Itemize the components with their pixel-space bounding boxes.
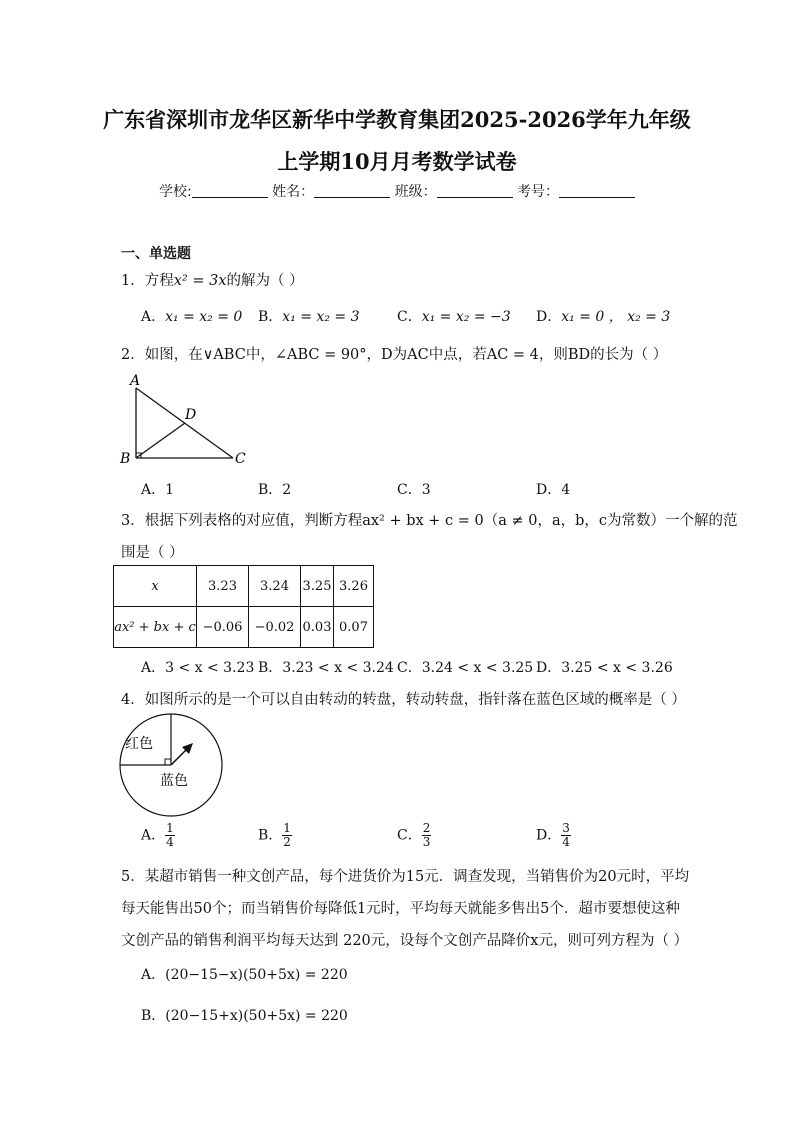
question-5-line3: 文创产品的销售利润平均每天达到 220元，设每个文创产品降价x元，则可列方程为（ ） <box>121 933 689 949</box>
name-blank[interactable] <box>314 185 390 198</box>
q1-option-d-value: x₁ = 0 ， x₂ = 3 <box>561 309 671 325</box>
question-5-line2: 每天能售出50个；而当销售价每降低1元时，平均每天就能多售出5个．超市要想使这种 <box>121 901 680 917</box>
q4-option-b-letter: B． <box>258 827 283 844</box>
q2-option-b[interactable]: B．2 <box>258 482 292 498</box>
q1-option-c[interactable] <box>397 306 511 326</box>
table-cell: 0.07 <box>334 607 374 648</box>
q3-value-table <box>113 565 374 648</box>
exam-title-line2: 上学期10月月考数学试卷 <box>277 149 517 174</box>
q4-option-d-fraction: $\frac{3}{4}$ <box>562 821 570 849</box>
label-b: B <box>120 451 131 467</box>
exam-no-blank[interactable] <box>559 185 635 198</box>
q4-option-c-letter: C． <box>397 827 422 844</box>
q5-option-a[interactable]: A．(20−15−x)(50+5x) = 220 <box>141 967 348 983</box>
table-cell: 0.03 <box>301 607 334 648</box>
q4-option-d[interactable] <box>536 822 571 849</box>
table-row-x <box>114 566 374 607</box>
q1-option-d-letter: D． <box>536 309 562 325</box>
q1-option-a-value: x₁ = x₂ = 0 <box>165 309 243 325</box>
q3-option-b[interactable]: B．3.23 < x < 3.24 <box>258 660 394 676</box>
question-3-line1: 3．根据下列表格的对应值，判断方程ax² + bx + c = 0（a ≠ 0，a，b，c为常数）一个解的范 <box>121 513 738 529</box>
exam-no-label: 考号： <box>517 184 560 200</box>
q1-number: 1． <box>121 273 145 289</box>
q1-option-c-letter: C． <box>397 309 422 325</box>
label-c: C <box>235 451 246 467</box>
red-region-label: 红色 <box>125 736 153 752</box>
q4-option-a-letter: A． <box>141 827 166 844</box>
table-cell: 3.26 <box>334 566 374 607</box>
label-a: A <box>130 373 141 389</box>
q1-option-a[interactable] <box>141 306 242 326</box>
q1-option-a-letter: A． <box>141 309 166 325</box>
question-4: 4．如图所示的是一个可以自由转动的转盘，转动转盘，指针落在蓝色区域的概率是（ ） <box>121 692 686 708</box>
q4-spinner-figure <box>116 710 226 820</box>
spinner-right-angle-mark <box>165 759 171 765</box>
blue-region-label: 蓝色 <box>160 773 188 789</box>
table-header-expression: ax² + bx + c <box>114 607 197 648</box>
table-row-expression <box>114 607 374 648</box>
q1-post: 的解为（ ） <box>226 273 304 289</box>
q1-pre: 方程 <box>144 273 174 289</box>
question-2: 2．如图，在∨ABC中，∠ABC = 90°，D为AC中点，若AC = 4，则BD的长为（ ） <box>121 347 668 363</box>
q4-option-b[interactable] <box>258 822 292 849</box>
student-info-line <box>0 181 794 201</box>
label-d: D <box>185 407 197 423</box>
q2-option-a[interactable]: A．1 <box>141 482 175 498</box>
segment-bd <box>136 423 185 458</box>
q1-option-b-value: x₁ = x₂ = 3 <box>282 309 360 325</box>
q1-equation: x² = 3x <box>173 273 227 289</box>
q3-option-d[interactable]: D．3.25 < x < 3.26 <box>536 660 673 676</box>
q1-option-b[interactable] <box>258 306 359 326</box>
q1-option-c-value: x₁ = x₂ = −3 <box>421 309 511 325</box>
exam-title-line1: 广东省深圳市龙华区新华中学教育集团2025-2026学年九年级 <box>103 107 691 132</box>
question-1 <box>121 269 304 290</box>
table-cell: −0.02 <box>249 607 301 648</box>
q4-option-c[interactable] <box>397 822 431 849</box>
q3-option-a[interactable]: A．3 < x < 3.23 <box>141 660 255 676</box>
school-label: 学校: <box>158 184 192 200</box>
question-3-line2: 围是（ ） <box>121 545 184 561</box>
q2-option-d[interactable]: D．4 <box>536 482 571 498</box>
q1-option-d[interactable] <box>536 306 670 326</box>
table-cell: −0.06 <box>197 607 249 648</box>
q4-option-a[interactable] <box>141 822 175 849</box>
q2-triangle-figure <box>115 370 255 470</box>
table-cell: 3.24 <box>249 566 301 607</box>
q4-option-a-fraction: $\frac{1}{4}$ <box>166 821 174 849</box>
name-label: 姓名： <box>272 184 315 200</box>
table-cell: 3.23 <box>197 566 249 607</box>
question-5-line1: 5．某超市销售一种文创产品，每个进货价为15元．调查发现，当销售价为20元时，平均 <box>121 869 690 885</box>
q4-option-b-fraction: $\frac{1}{2}$ <box>283 821 291 849</box>
school-blank[interactable] <box>192 185 268 198</box>
class-label: 班级： <box>394 184 437 200</box>
section-title: 一、单选题 <box>121 246 191 262</box>
q4-option-c-fraction: $\frac{2}{3}$ <box>422 821 431 849</box>
q5-option-b[interactable]: B．(20−15+x)(50+5x) = 220 <box>141 1008 348 1024</box>
q4-option-d-letter: D． <box>536 827 562 844</box>
q2-option-c[interactable]: C．3 <box>397 482 431 498</box>
table-cell: 3.25 <box>301 566 334 607</box>
q3-option-c[interactable]: C．3.24 < x < 3.25 <box>397 660 534 676</box>
q1-option-b-letter: B． <box>258 309 283 325</box>
class-blank[interactable] <box>437 185 513 198</box>
table-header-x: x <box>114 566 197 607</box>
